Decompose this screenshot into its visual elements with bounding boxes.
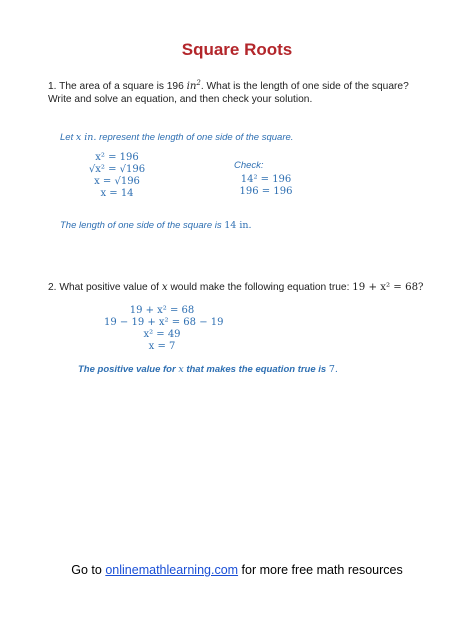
- page-title: Square Roots: [181, 40, 293, 59]
- answer-2: The positive value for x that makes the equation true is 7.: [78, 364, 338, 375]
- question-1-text-b: . What is the length of one side of the square? Write and solve an equation, and then check your solution.: [48, 81, 409, 105]
- footer-post: for more free math resources: [241, 563, 403, 577]
- answer-1: The length of one side of the square is 14 in.: [60, 220, 252, 231]
- footer: [0, 563, 474, 577]
- step-line: 19 + x² = 68: [129, 305, 195, 316]
- footer-link[interactable]: onlinemathlearning.com: [105, 563, 239, 577]
- solution-steps: [104, 305, 224, 353]
- step-line: x² = 49: [143, 329, 181, 340]
- step-line: x = 7: [148, 341, 176, 352]
- equation-line: √x² = √196: [88, 164, 146, 175]
- equation-line: x = 14: [100, 188, 134, 199]
- solution-equations: [82, 152, 152, 200]
- question-1-unit: $in^2$: [186, 79, 201, 92]
- check-label: Check:: [234, 160, 264, 171]
- question-1-number: 1.: [48, 81, 57, 92]
- check-line: 196 = 196: [239, 186, 293, 197]
- let-statement: Let x in. represent the length of one side of the square.: [60, 132, 294, 143]
- step-line: 19 − 19 + x² = 68 − 19: [104, 317, 224, 328]
- footer-pre: Go to: [71, 563, 102, 577]
- equation-line: x = √196: [94, 176, 140, 187]
- equation-line: x² = 196: [95, 152, 139, 163]
- check-equations: [236, 174, 296, 198]
- question-1: [48, 80, 418, 106]
- question-2-number: 2.: [48, 282, 57, 293]
- question-2: 2. What positive value of x would make the following equation true: 19 + x² = 68?: [48, 282, 424, 293]
- check-line: 14² = 196: [240, 174, 292, 185]
- question-1-text-a: The area of a square is 196: [59, 81, 184, 92]
